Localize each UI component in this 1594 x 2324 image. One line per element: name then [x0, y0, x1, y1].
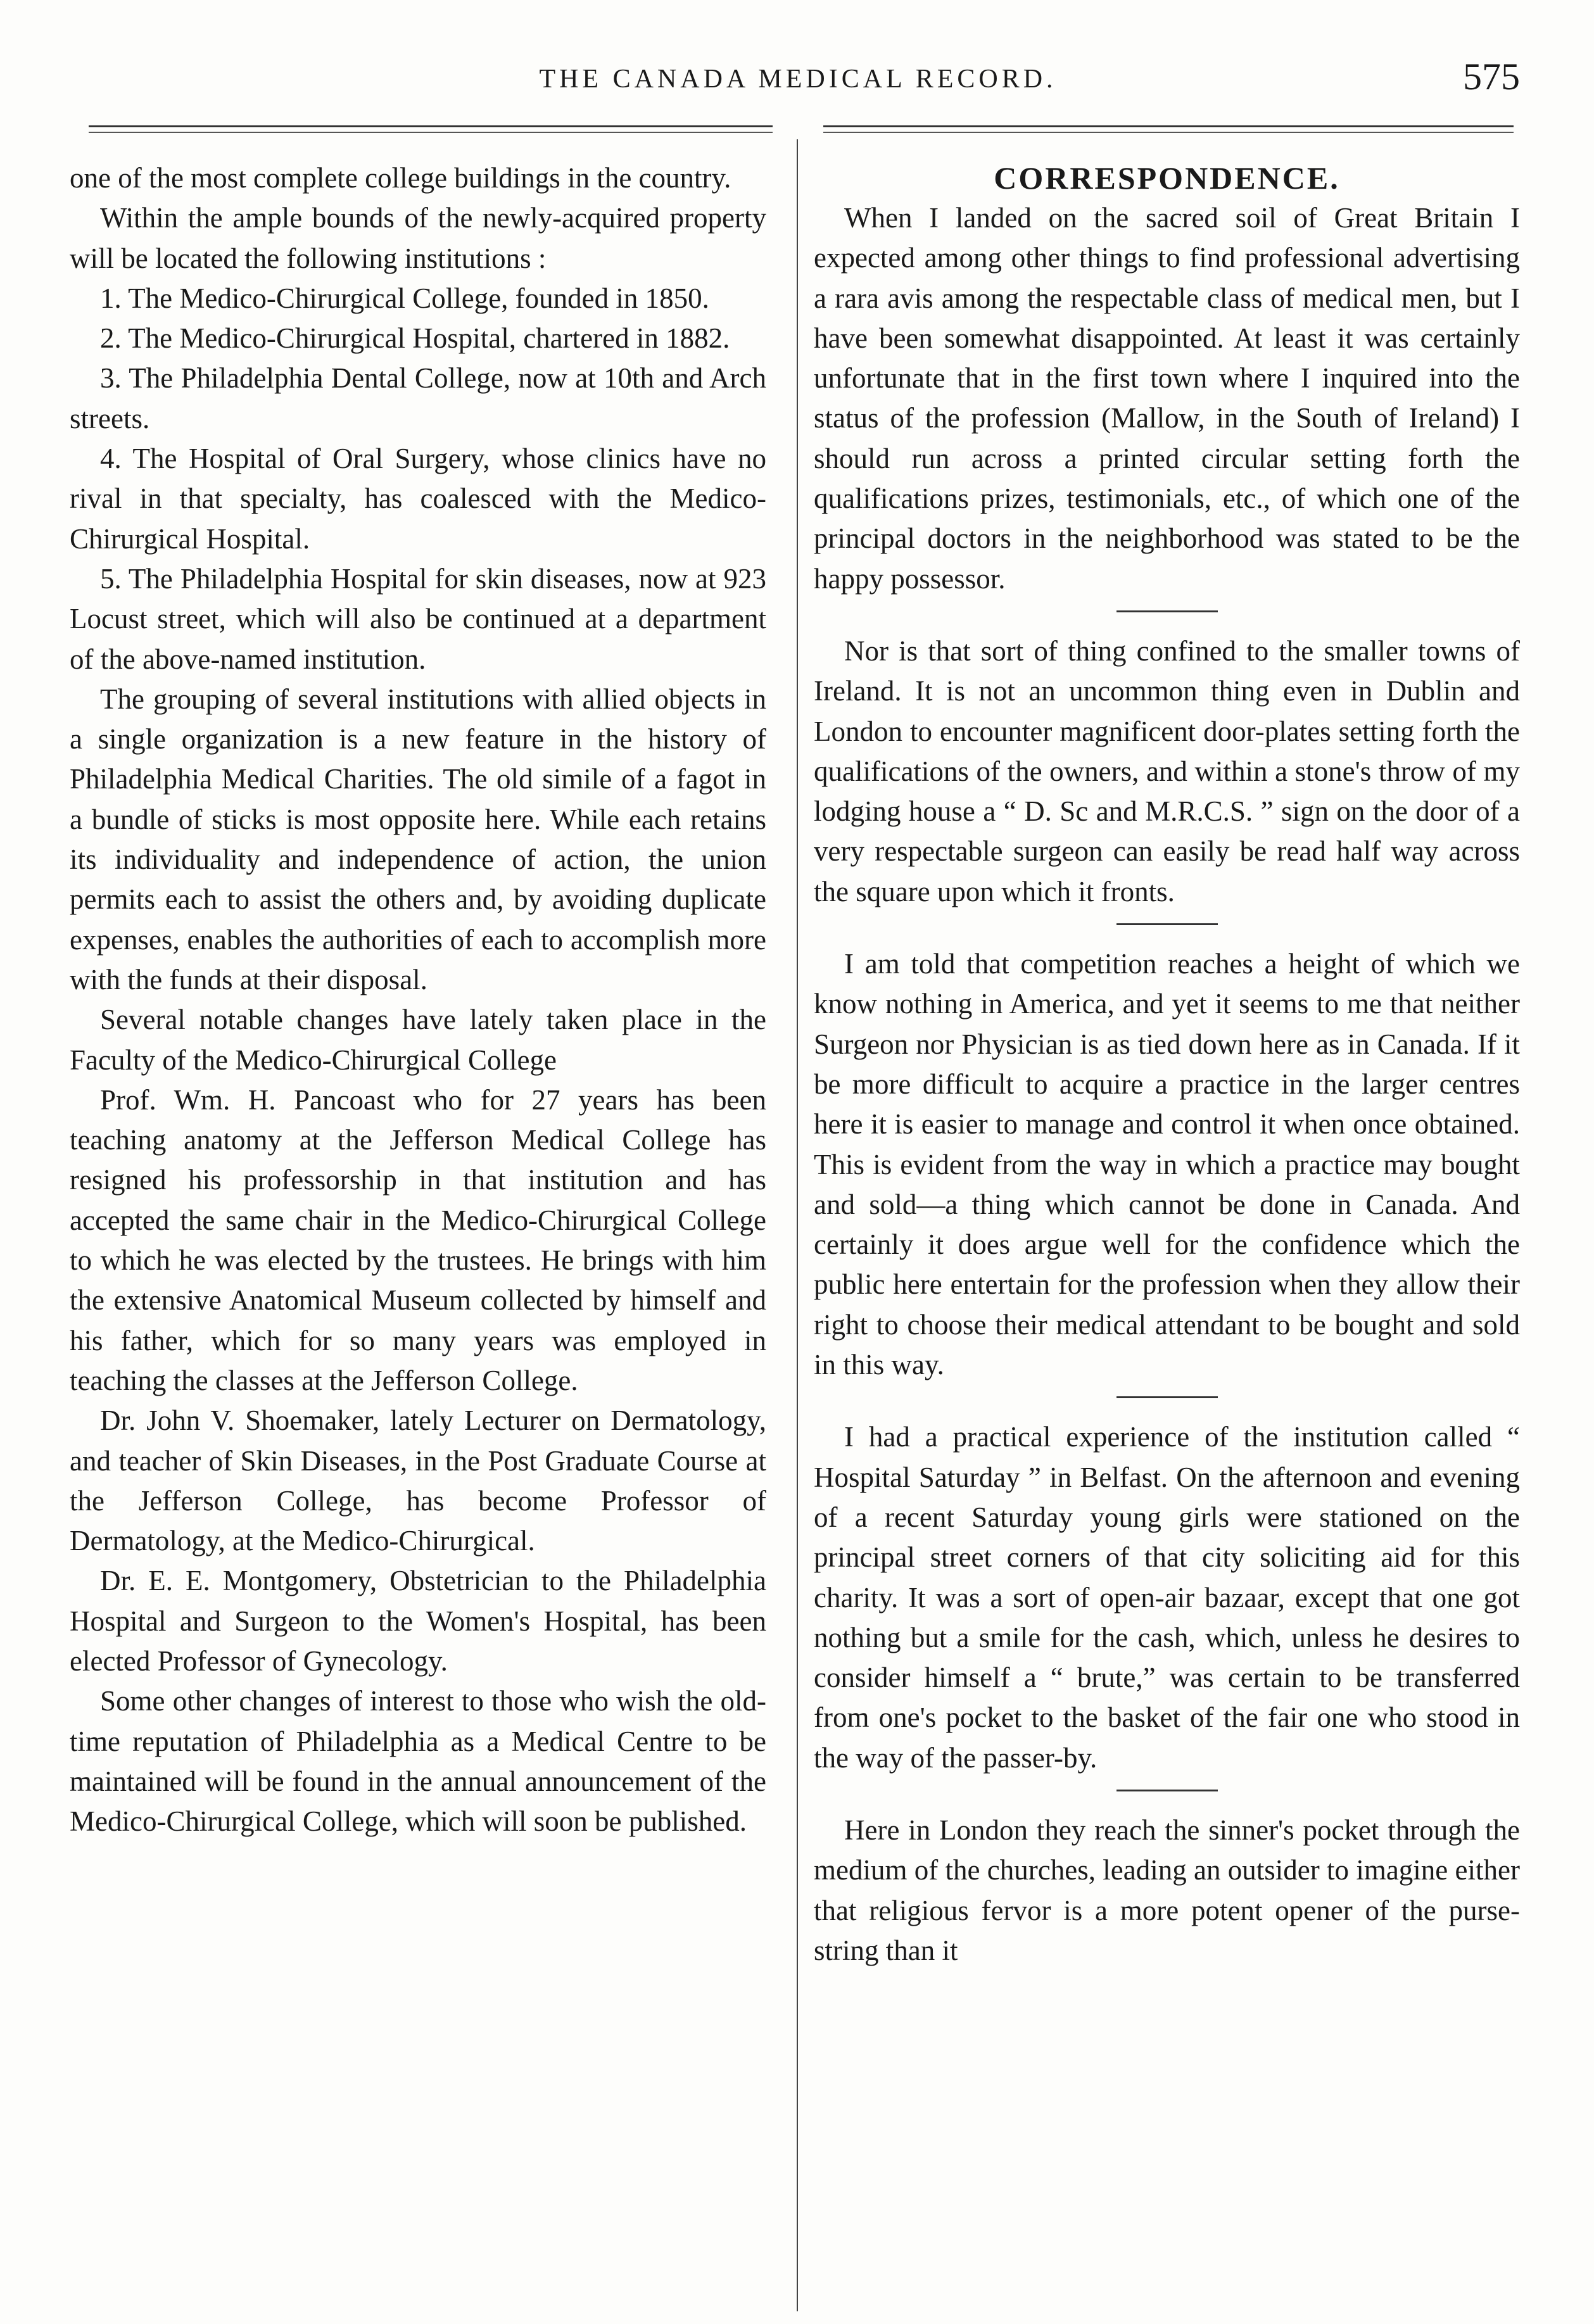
paragraph: Within the ample bounds of the newly-acquired property will be located the following institutions :	[70, 202, 766, 274]
paragraph: I had a practical experience of the institution called “ Hospital Saturday ” in Belfast. On the afternoon and evening of a recent Saturday young girls were stationed on the principal street corners of that city soliciting aid for this charity. It was a sort of open-air bazaar, except that one got nothing but a smile for the cash, which, unless he desires to consider himself a “ brute,” was certain to be transferred from one's pocket to the basket of the fair one who stood in the way of the passer-by.	[814, 1421, 1520, 1774]
list-item: 1. The Medico-Chirurgical College, founded in 1850.	[100, 282, 709, 314]
paragraph: Nor is that sort of thing confined to the smaller towns of Ireland. It is not an uncommon thing even in Dublin and London to encounter magnificent door-plates setting forth the qualifications of the owners, and within a stone's throw of my lodging house a “ D. Sc and M.R.C.S. ” sign on the door of a very respectable surgeon can easily be read half way across the square upon which it fronts.	[814, 635, 1520, 907]
header-rule	[89, 125, 773, 127]
paragraph: Several notable changes have lately taken place in the Faculty of the Medico-Chirurgical College	[70, 1004, 766, 1076]
journal-title: THE CANADA MEDICAL RECORD.	[539, 65, 1057, 94]
left-column	[70, 158, 766, 1841]
paragraph: When I landed on the sacred soil of Great Britain I expected among other things to find professional advertising a rara avis among the respectable class of medical men, but I have been somewhat disappointed. At least it was certainly unfortunate that in the first town where I inquired into the status of the profession (Mallow, in the South of Ireland) I should run across a printed circular setting forth the qualifications prizes, testimonials, etc., of which one of the principal doctors in the neighborhood was stated to be the happy possessor.	[814, 202, 1520, 595]
list-item: 5. The Philadelphia Hospital for skin diseases, now at 923 Locust street, which will also be continued at a department of the above-named institution.	[70, 562, 766, 675]
paragraph: Prof. Wm. H. Pancoast who for 27 years has been teaching anatomy at the Jefferson Medical College has resigned his professorship in that institution and has accepted the same chair in the Medico-Chirurgical College to which he was elected by the trustees. He brings with him the extensive Anatomical Museum collected by himself and his father, which for so many years was employed in teaching the classes at the Jefferson College.	[70, 1083, 766, 1396]
page-number: 575	[1463, 56, 1520, 98]
header-rule	[89, 132, 773, 133]
right-column	[814, 158, 1520, 1971]
separator-rule	[1116, 1790, 1218, 1791]
paragraph: Dr. John V. Shoemaker, lately Lecturer on Dermatology, and teacher of Skin Diseases, in the Post Graduate Course at the Jefferson College, has become Professor of Dermatology, at the Medico-Chirurgical.	[70, 1405, 766, 1557]
separator-rule	[1116, 610, 1218, 612]
column-divider	[797, 139, 798, 2311]
section-heading: CORRESPONDENCE.	[994, 160, 1340, 196]
header-rule	[823, 125, 1514, 127]
paragraph: Dr. E. E. Montgomery, Obstetrician to the Philadelphia Hospital and Surgeon to the Women's Hospital, has been elected Professor of Gynecology.	[70, 1565, 766, 1677]
list-item: 4. The Hospital of Oral Surgery, whose clinics have no rival in that specialty, has coalesced with the Medico-Chirurgical Hospital.	[70, 443, 766, 555]
header-rule	[823, 132, 1514, 133]
running-head	[70, 56, 1526, 111]
separator-rule	[1116, 1396, 1218, 1398]
paragraph: Here in London they reach the sinner's pocket through the medium of the churches, leading an outsider to imagine either that religious fervor is a more potent opener of the purse-string than it	[814, 1814, 1520, 1966]
paragraph: I am told that competition reaches a height of which we know nothing in America, and yet it seems to me that neither Surgeon nor Physician is as tied down here as in Canada. If it be more difficult to acquire a practice in the larger centres here it is easier to manage and control it when once obtained. This is evident from the way in which a practice may bought and sold—a thing which cannot be done in Canada. And certainly it does argue well for the confidence which the public here entertain for the profession when they allow their right to choose their medical attendant to be bought and sold in this way.	[814, 948, 1520, 1381]
list-item: 3. The Philadelphia Dental College, now at 10th and Arch streets.	[70, 362, 766, 434]
list-item: 2. The Medico-Chirurgical Hospital, chartered in 1882.	[100, 322, 730, 355]
paragraph: one of the most complete college buildings in the country.	[70, 162, 731, 194]
paragraph: Some other changes of interest to those who wish the old-time reputation of Philadelphia as a Medical Centre to be maintained will be found in the annual announcement of the Medico-Chirurgical College, which will soon be published.	[70, 1685, 766, 1838]
paragraph: The grouping of several institutions with allied objects in a single organization is a new feature in the history of Philadelphia Medical Charities. The old simile of a fagot in a bundle of sticks is most opposite here. While each retains its individuality and independence of action, the union permits each to assist the others and, by avoiding duplicate expenses, enables the authorities of each to accomplish more with the funds at their disposal.	[70, 683, 766, 995]
separator-rule	[1116, 923, 1218, 925]
